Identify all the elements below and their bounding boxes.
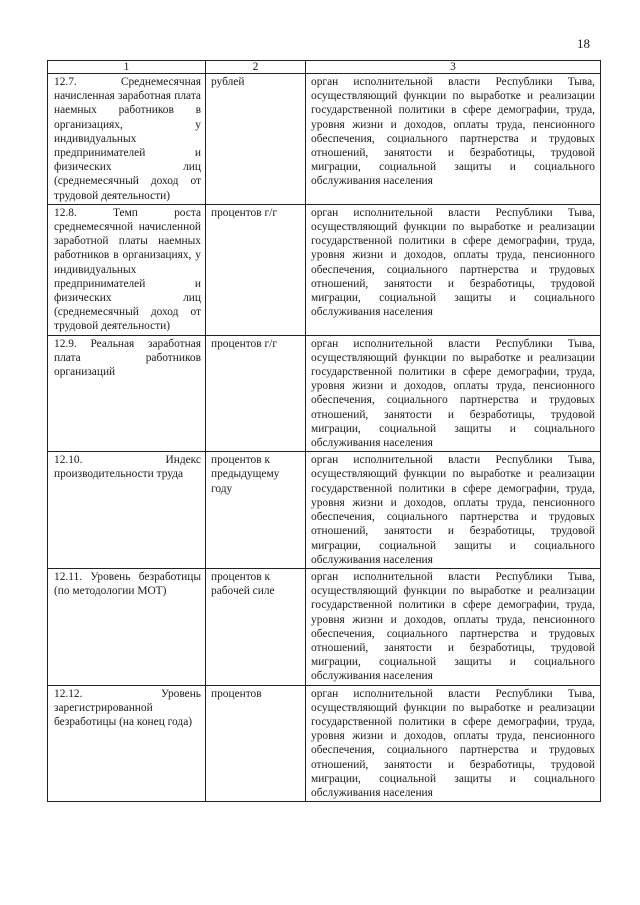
table-row <box>48 568 601 685</box>
responsible-organ-cell: орган исполнительной власти Республики Тыва, осуществляющий функции по выработке и реализации государственной политики в сфере демографии, труда, уровня жизни и доходов, оплаты труда, пенсионного обеспечения, социального партнерства и трудовых отношений, занятости и безработицы, трудовой миграции, социальной защиты и социального обслуживания населения <box>306 685 601 802</box>
column-header-1: 1 <box>48 61 206 74</box>
responsible-organ-cell: орган исполнительной власти Республики Тыва, осуществляющий функции по выработке и реализации государственной политики в сфере демографии, труда, уровня жизни и доходов, оплаты труда, пенсионного обеспечения, социального партнерства и трудовых отношений, занятости и безработицы, трудовой миграции, социальной защиты и социального обслуживания населения <box>306 568 601 685</box>
table-row <box>48 685 601 802</box>
unit-cell: процентов к предыдущему году <box>206 452 306 569</box>
table-row <box>48 74 601 205</box>
indicator-cell: 12.8. Темп роста среднемесячной начисленной заработной платы наемных работников в организациях, у индивидуальных предпринимателей и физических лиц (среднемесячный доход от трудовой деятельности) <box>48 204 206 335</box>
responsible-organ-cell: орган исполнительной власти Республики Тыва, осуществляющий функции по выработке и реализации государственной политики в сфере демографии, труда, уровня жизни и доходов, оплаты труда, пенсионного обеспечения, социального партнерства и трудовых отношений, занятости и безработицы, трудовой миграции, социальной защиты и социального обслуживания населения <box>306 452 601 569</box>
page-number: 18 <box>577 36 590 51</box>
indicator-cell: 12.7. Среднемесячная начисленная заработная плата наемных работников в организациях, у индивидуальных предпринимателей и физических лиц (среднемесячный доход от трудовой деятельности) <box>48 74 206 205</box>
unit-cell: процентов к рабочей силе <box>206 568 306 685</box>
table-row <box>48 204 601 335</box>
indicator-cell: 12.12. Уровень зарегистрированной безработицы (на конец года) <box>48 685 206 802</box>
indicator-cell: 12.11. Уровень безработицы (по методологии МОТ) <box>48 568 206 685</box>
table-row <box>48 452 601 569</box>
column-header-2: 2 <box>206 61 306 74</box>
unit-cell: процентов <box>206 685 306 802</box>
indicator-cell: 12.9. Реальная заработная плата работников организаций <box>48 335 206 452</box>
indicator-cell: 12.10. Индекс производительности труда <box>48 452 206 569</box>
responsible-organ-cell: орган исполнительной власти Республики Тыва, осуществляющий функции по выработке и реализации государственной политики в сфере демографии, труда, уровня жизни и доходов, оплаты труда, пенсионного обеспечения, социального партнерства и трудовых отношений, занятости и безработицы, трудовой миграции, социальной защиты и социального обслуживания населения <box>306 204 601 335</box>
table-row <box>48 335 601 452</box>
responsible-organ-cell: орган исполнительной власти Республики Тыва, осуществляющий функции по выработке и реализации государственной политики в сфере демографии, труда, уровня жизни и доходов, оплаты труда, пенсионного обеспечения, социального партнерства и трудовых отношений, занятости и безработицы, трудовой миграции, социальной защиты и социального обслуживания населения <box>306 74 601 205</box>
responsible-organ-cell: орган исполнительной власти Республики Тыва, осуществляющий функции по выработке и реализации государственной политики в сфере демографии, труда, уровня жизни и доходов, оплаты труда, пенсионного обеспечения, социального партнерства и трудовых отношений, занятости и безработицы, трудовой миграции, социальной защиты и социального обслуживания населения <box>306 335 601 452</box>
unit-cell: рублей <box>206 74 306 205</box>
column-header-3: 3 <box>306 61 601 74</box>
unit-cell: процентов г/г <box>206 335 306 452</box>
table-header-row <box>48 61 601 74</box>
unit-cell: процентов г/г <box>206 204 306 335</box>
indicators-table <box>47 60 601 802</box>
